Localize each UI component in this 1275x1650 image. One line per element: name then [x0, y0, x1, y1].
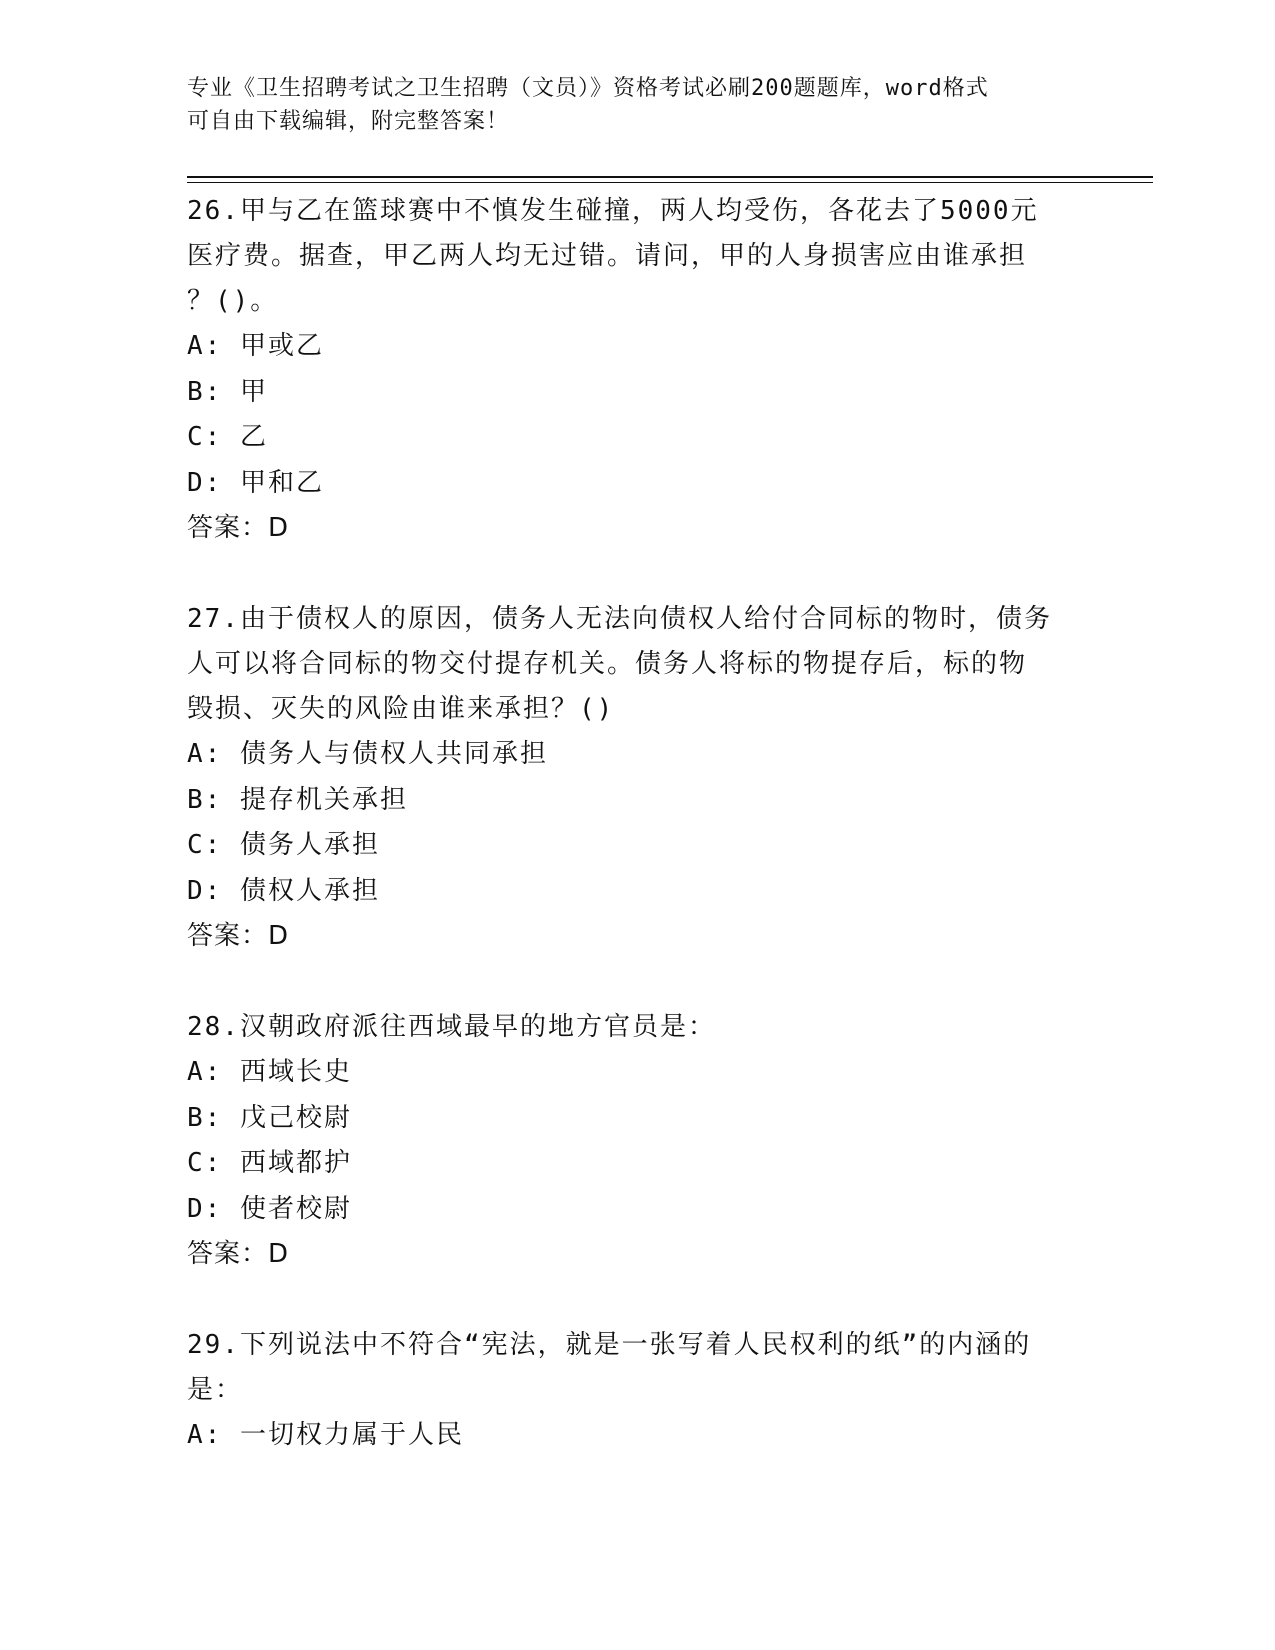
- option-c: C: 西域都护: [187, 1148, 352, 1178]
- question-stem-line: 人可以将合同标的物交付提存机关。债务人将标的物提存后，标的物: [187, 649, 1028, 679]
- header-divider-thick: [187, 176, 1153, 178]
- question-stem-line: 29.下列说法中不符合“宪法，就是一张写着人民权利的纸”的内涵的: [187, 1330, 1032, 1360]
- question-27: [187, 597, 1087, 959]
- question-stem-line: 26.甲与乙在篮球赛中不慎发生碰撞，两人均受伤，各花去了5000元: [187, 196, 1039, 226]
- question-stem-line: ？()。: [187, 286, 279, 316]
- question-list: [187, 189, 1087, 1459]
- question-29: [187, 1323, 1087, 1459]
- answer-line: 答案：D: [187, 513, 290, 543]
- question-stem-line: 医疗费。据查，甲乙两人均无过错。请问，甲的人身损害应由谁承担: [187, 241, 1028, 271]
- header-line-1: 专业《卫生招聘考试之卫生招聘（文员）》资格考试必刷200题题库，word格式: [187, 76, 989, 101]
- option-a: A: 甲或乙: [187, 331, 324, 361]
- option-a: A: 债务人与债权人共同承担: [187, 739, 548, 769]
- question-stem-line: 27.由于债权人的原因，债务人无法向债权人给付合同标的物时，债务: [187, 604, 1052, 634]
- option-b: B: 甲: [187, 376, 268, 407]
- option-b: B: 戊己校尉: [187, 1102, 352, 1133]
- answer-line: 答案：D: [187, 921, 290, 951]
- question-26: [187, 189, 1087, 551]
- option-c: C: 债务人承担: [187, 830, 380, 860]
- question-stem-line: 是：: [187, 1375, 244, 1405]
- option-d: D: 甲和乙: [187, 467, 324, 498]
- option-d: D: 使者校尉: [187, 1193, 352, 1224]
- header-line-2: 可自由下载编辑，附完整答案！: [187, 109, 510, 134]
- option-b: B: 提存机关承担: [187, 784, 408, 815]
- question-28: [187, 1005, 1087, 1277]
- option-c: C: 乙: [187, 422, 268, 452]
- question-stem-line: 28.汉朝政府派往西域最早的地方官员是：: [187, 1012, 716, 1042]
- answer-line: 答案：D: [187, 1239, 290, 1269]
- header-divider-thin: [187, 182, 1153, 183]
- option-d: D: 债权人承担: [187, 875, 380, 906]
- option-a: A: 一切权力属于人民: [187, 1420, 464, 1450]
- option-a: A: 西域长史: [187, 1057, 352, 1087]
- question-stem-line: 毁损、灭失的风险由谁来承担？(): [187, 694, 615, 724]
- document-header: [187, 72, 1087, 138]
